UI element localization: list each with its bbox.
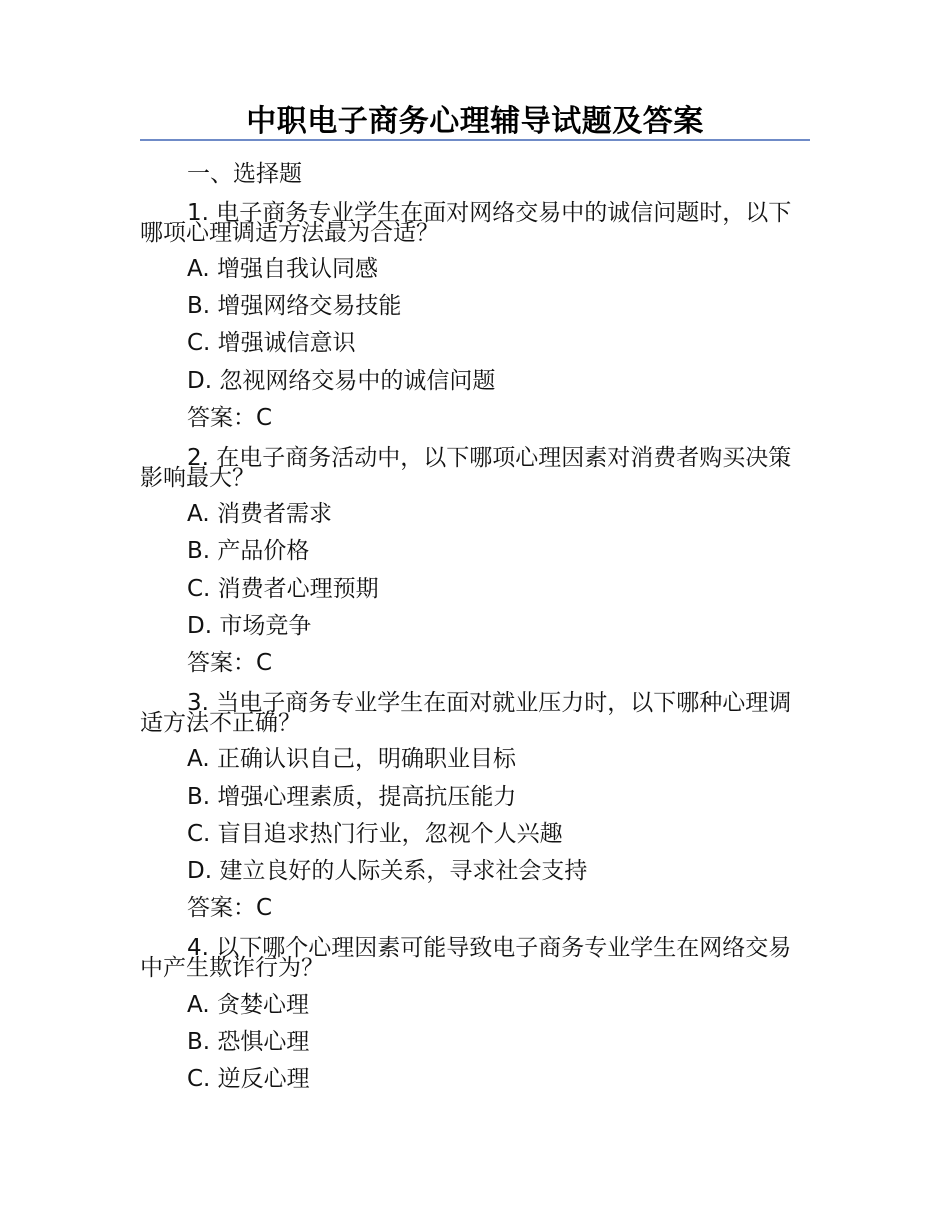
question-2-option-c: C. 消费者心理预期 (187, 576, 379, 602)
question-3-option-a: A. 正确认识自己，明确职业目标 (187, 746, 516, 772)
question-3-text: 3. 当电子商务专业学生在面对就业压力时，以下哪种心理调适方法不正确？ (140, 690, 792, 736)
question-2-option-a: A. 消费者需求 (187, 501, 332, 527)
document-title: 中职电子商务心理辅导试题及答案 (246, 104, 704, 139)
question-2-answer: 答案：C (187, 650, 273, 676)
question-2-text: 2. 在电子商务活动中，以下哪项心理因素对消费者购买决策影响最大？ (140, 445, 792, 491)
question-1-answer: 答案：C (187, 405, 273, 431)
question-1-option-b: B. 增强网络交易技能 (187, 293, 402, 319)
question-2-option-b: B. 产品价格 (187, 538, 310, 564)
question-3-option-c: C. 盲目追求热门行业，忽视个人兴趣 (187, 821, 563, 847)
question-2-option-d: D. 市场竞争 (187, 613, 312, 639)
question-1-option-a: A. 增强自我认同感 (187, 256, 378, 282)
question-3-answer: 答案：C (187, 895, 273, 921)
question-1-option-d: D. 忽视网络交易中的诚信问题 (187, 368, 496, 394)
section-heading: 一、选择题 (187, 161, 302, 187)
question-4-option-c: C. 逆反心理 (187, 1066, 310, 1092)
question-1-option-c: C. 增强诚信意识 (187, 330, 356, 356)
question-3-option-d: D. 建立良好的人际关系，寻求社会支持 (187, 858, 588, 884)
question-4-text: 4. 以下哪个心理因素可能导致电子商务专业学生在网络交易中产生欺诈行为？ (140, 935, 792, 981)
question-3-option-b: B. 增强心理素质，提高抗压能力 (187, 784, 517, 810)
question-4-option-a: A. 贪婪心理 (187, 992, 309, 1018)
question-1-text: 1. 电子商务专业学生在面对网络交易中的诚信问题时，以下哪项心理调适方法最为合适？ (140, 200, 792, 246)
question-4-option-b: B. 恐惧心理 (187, 1029, 310, 1055)
title-underline (140, 139, 810, 141)
